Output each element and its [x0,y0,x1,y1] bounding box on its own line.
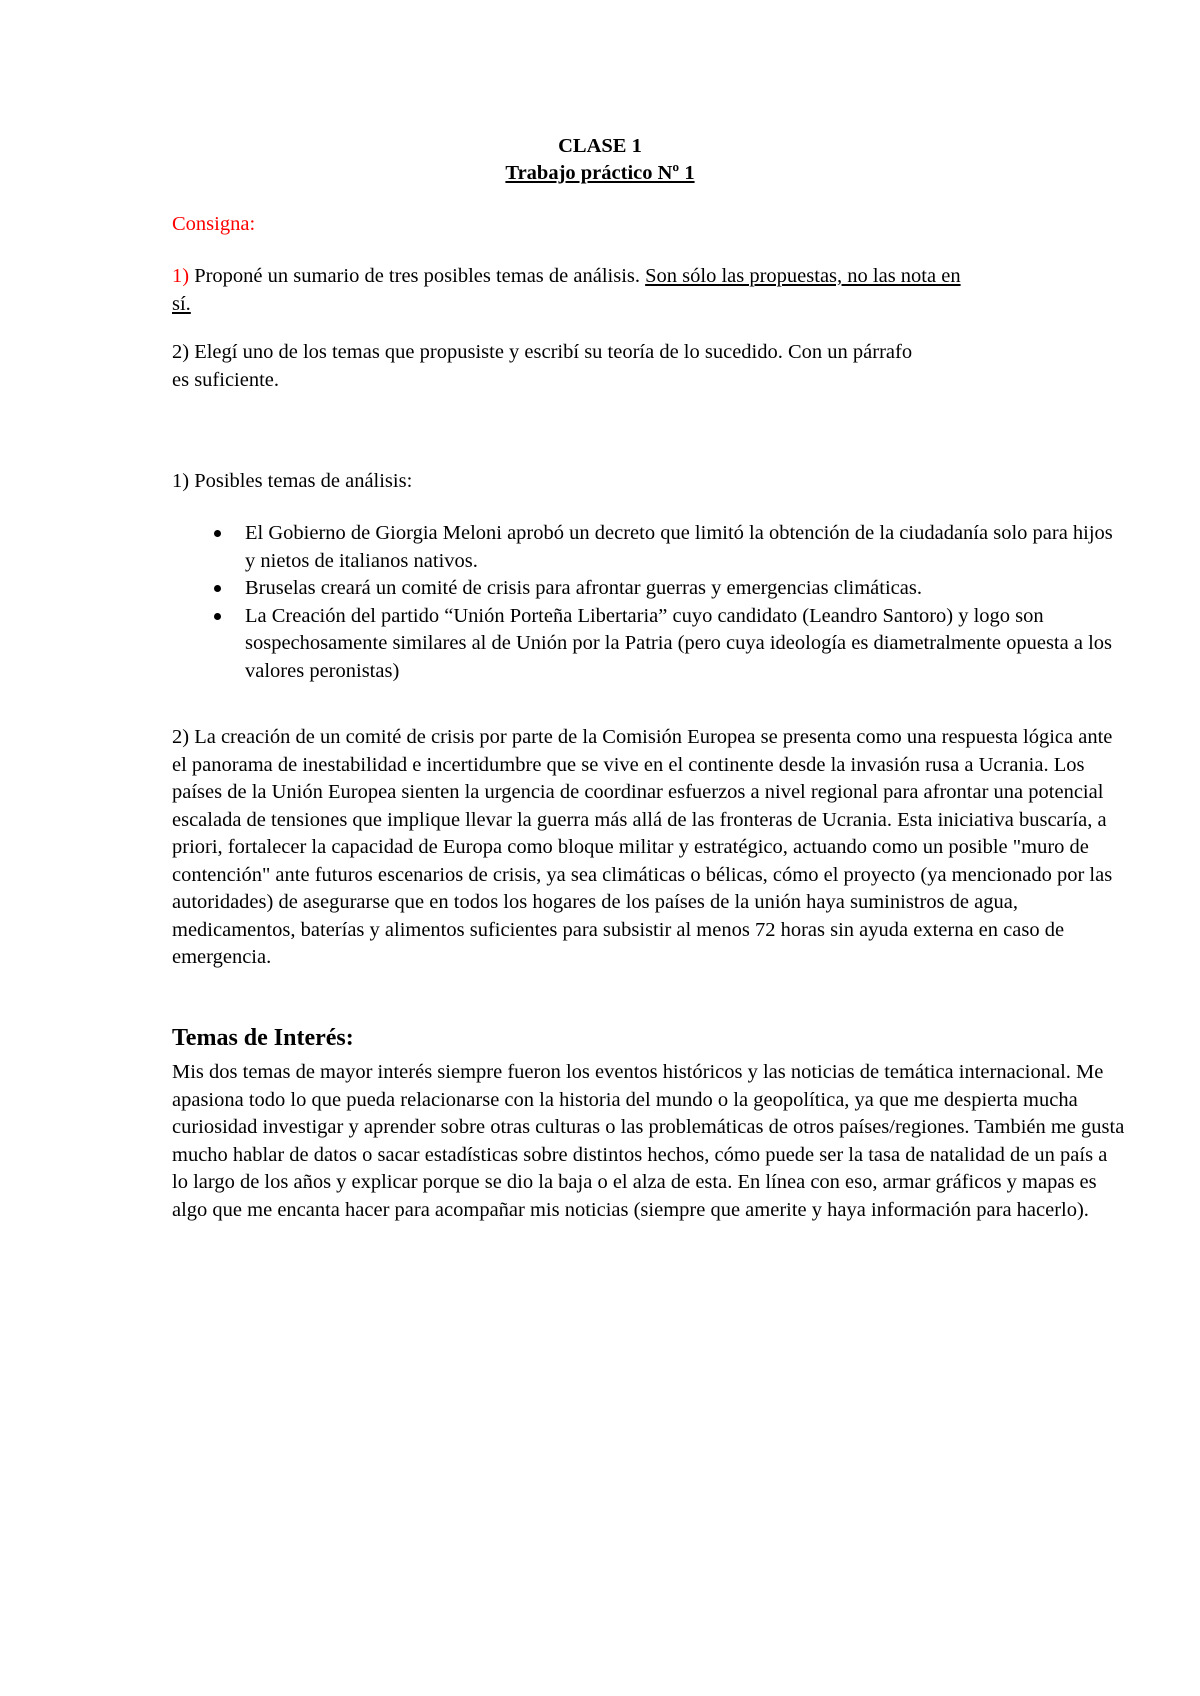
topic-item [172,520,1122,575]
consigna-item-2: 2) Elegí uno de los temas que propusiste y escribí su teoría de lo sucedido. Con un párrafo es suficiente. [172,341,913,391]
topics-list [172,520,1122,685]
bullet-icon [214,530,221,537]
interests-heading: Temas de Interés: [172,1025,354,1051]
topic-item-text: Bruselas creará un comité de crisis para afrontar guerras y emergencias climáticas. [245,577,922,599]
bullet-icon [214,613,221,620]
topic-item-text: El Gobierno de Giorgia Meloni aprobó un decreto que limitó la obtención de la ciudadanía solo para hijos y nietos de italianos nativos. [245,522,1113,572]
analysis-paragraph: 2) La creación de un comité de crisis por parte de la Comisión Europea se presenta como una respuesta lógica ante el panorama de inestabilidad e incertidumbre que se vive en el continente desde la invasión rusa a Ucrania. Los países de la Unión Europea sienten la urgencia de coordinar esfuerzos a nivel regional para afrontar una potencial escalada de tensiones que implique llevar la guerra más allá de las fronteras de Ucrania. Esta iniciativa buscaría, a priori, fortalecer la capacidad de Europa como bloque militar y estratégico, actuando como un posible "muro de contención" ante futuros escenarios de crisis, ya sea climáticas o bélicas, cómo el proyecto (ya mencionado por las autoridades) de asegurarse que en todos los hogares de los países de la unión haya suministros de agua, medicamentos, baterías y alimentos suficientes para subsistir al menos 72 horas sin ayuda externa en caso de emergencia. [172,726,1113,968]
consigna-item-1 [172,263,972,318]
consigna-item-1-text: Proponé un sumario de tres posibles temas de análisis. [189,265,646,287]
consigna-item-1-number: 1) [172,265,190,287]
interests-paragraph: Mis dos temas de mayor interés siempre fueron los eventos históricos y las noticias de temática internacional. Me apasiona todo lo que pueda relacionarse con la historia del mundo o la geopolítica, ya que me despierta mucha curiosidad investigar y aprender sobre otras culturas o las problemáticas de otros países/regiones. También me gusta mucho hablar de datos o sacar estadísticas sobre distintos hechos, cómo puede ser la tasa de natalidad de un país a lo largo de los años y explicar porque se dio la baja o el alza de esta. En línea con eso, armar gráficos y mapas es algo que me encanta hacer para acompañar mis noticias (siempre que amerite y haya información para hacerlo). [172,1061,1125,1221]
document-subtitle: Trabajo práctico Nº 1 [505,162,695,184]
topic-item [172,575,1122,603]
document-title: CLASE 1 [558,135,642,157]
consigna-label: Consigna: [172,213,256,235]
bullet-icon [214,585,221,592]
section-1-heading: 1) Posibles temas de análisis: [172,470,413,492]
consigna-item-1-note: Son sólo las propuestas, no las nota en sí. [172,265,961,315]
topic-item [172,603,1122,686]
topic-item-text: La Creación del partido “Unión Porteña Libertaria” cuyo candidato (Leandro Santoro) y logo son sospechosamente similares al de Unión por la Patria (pero cuya ideología es diametralmente opuesta a los valores peronistas) [245,604,1112,682]
